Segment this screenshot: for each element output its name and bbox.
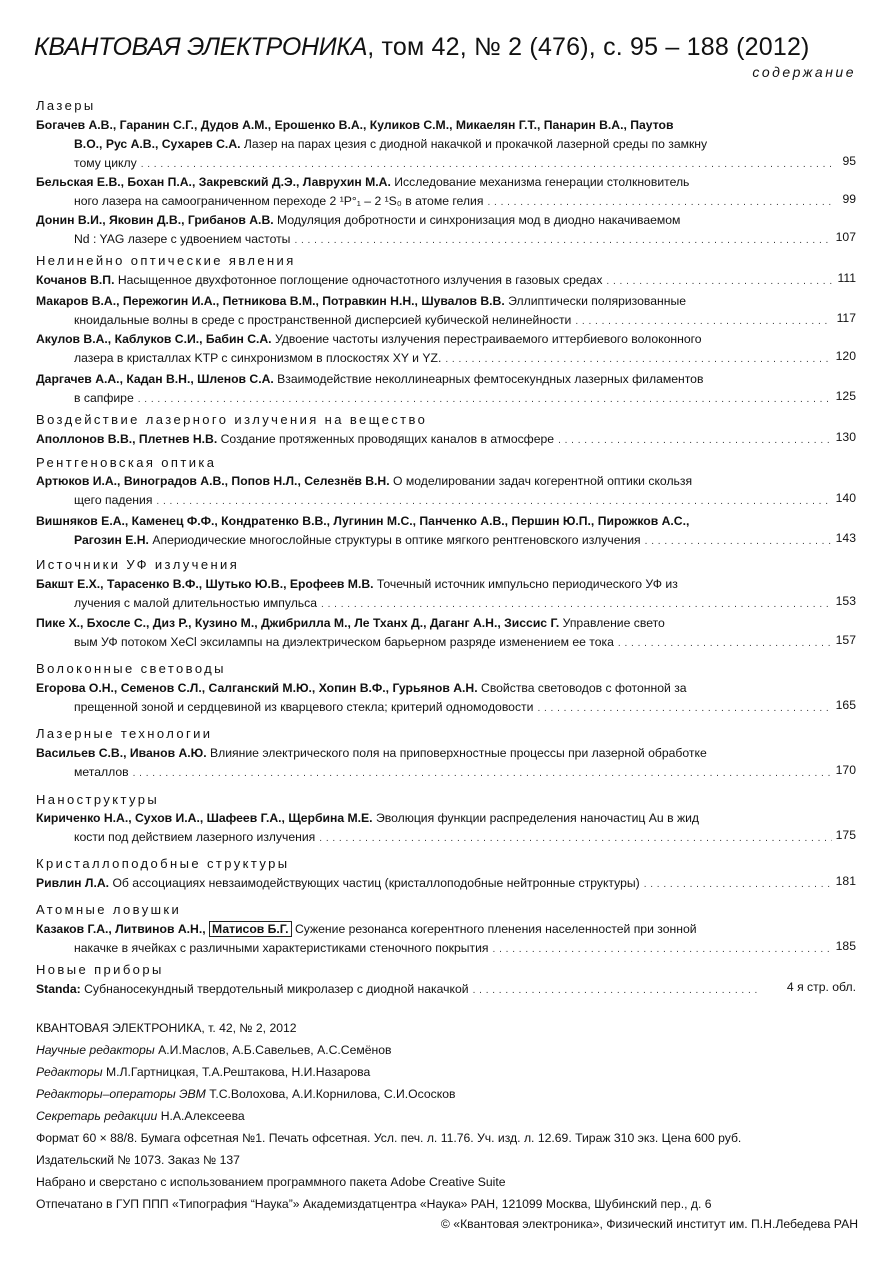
page-number: 95 [842, 154, 856, 168]
dot-leader [156, 491, 832, 511]
entry-title: Субнаносекундный твердотельный микролазер с диодной накачкой [84, 982, 469, 996]
entry-authors: Егорова О.Н., Семенов С.Л., Салганский М.Ю., Хопин В.Ф., Гурьянов А.Н. [36, 681, 478, 695]
entry-authors: Пике Х., Бхосле С., Диз Р., Кузино М., Джибрилла М., Ле Тханх Д., Даганг А.Н., Зиссис Г. [36, 616, 560, 630]
entry-title: вым УФ потоком XeCl эксилампы на диэлектрическом барьерном разряде изменением ее тока [74, 635, 614, 649]
imprint-editors [36, 1062, 370, 1083]
entry-authors: Артюков И.А., Виноградов А.В., Попов Н.Л., Селезнёв В.Н. [36, 474, 390, 488]
toc-entry[interactable] [36, 430, 836, 450]
entry-authors: Донин В.И., Яковин Д.В., Грибанов А.В. [36, 213, 274, 227]
imprint-secretary [36, 1106, 245, 1127]
imprint-label: Редакторы [36, 1065, 103, 1079]
dot-leader [141, 154, 832, 174]
page-number: 165 [835, 698, 856, 712]
toc-entry[interactable] [36, 980, 766, 1000]
imprint-label: Научные редакторы [36, 1043, 155, 1057]
dot-leader [319, 828, 832, 848]
toc-entry[interactable] [36, 874, 836, 894]
page-number: 107 [835, 230, 856, 244]
page-number: 143 [835, 531, 856, 545]
entry-title: лазера в кристаллах KTP с синхронизмом в плоскостях XY и YZ. [74, 351, 442, 365]
entry-authors: Богачев А.В., Гаранин С.Г., Дудов А.М., Ерошенко В.А., Куликов С.М., Микаелян Г.Т., Панарин В.А., Паутов [36, 118, 674, 132]
dot-leader [606, 271, 832, 291]
entry-author-boxed: Матисов Б.Г. [209, 921, 292, 937]
imprint-format: Формат 60 × 88/8. Бумага офсетная №1. Печать офсетная. Усл. печ. л. 11.76. Уч. изд. л. 12.69. Тираж 310 экз. Цена 600 руб. [36, 1131, 742, 1145]
section-heading: Нелинейно оптические явления [36, 253, 296, 268]
journal-name: КВАНТОВАЯ ЭЛЕКТРОНИКА [34, 33, 368, 61]
entry-authors: Макаров В.А., Пережогин И.А., Петникова В.М., Потравкин Н.Н., Шувалов В.В. [36, 294, 505, 308]
dot-leader [473, 980, 762, 1000]
section-heading: Волоконные световоды [36, 661, 226, 676]
entry-title: Удвоение частоты излучения перестраиваемого иттербиевого волоконного [274, 332, 702, 346]
entry-title: Эллиптически поляризованные [508, 294, 687, 308]
entry-title: кости под действием лазерного излучения [74, 830, 316, 844]
section-heading: Атомные ловушки [36, 902, 182, 917]
dot-leader [133, 763, 832, 783]
entry-authors: Казаков Г.А., Литвинов А.Н., [36, 922, 206, 936]
page-number: 120 [835, 349, 856, 363]
toc-entry[interactable] [36, 679, 836, 718]
toc-entry[interactable] [36, 292, 836, 331]
entry-authors: Даргачев А.А., Кадан В.Н., Шленов С.А. [36, 372, 274, 386]
section-heading: Рентгеновская оптика [36, 455, 217, 470]
journal-header [34, 33, 860, 61]
section-heading: Наноструктуры [36, 792, 160, 807]
section-heading: Воздействие лазерного излучения на вещество [36, 412, 428, 427]
entry-title: лучения с малой длительностью импульса [74, 596, 318, 610]
section-heading: Новые приборы [36, 962, 164, 977]
page-number: 4 я стр. обл. [786, 980, 856, 994]
entry-authors: Бельская Е.В., Бохан П.А., Закревский Д.Э., Лаврухин М.А. [36, 175, 391, 189]
entry-authors: Бакшт Е.Х., Тарасенко В.Ф., Шутько Ю.В., Ерофеев М.В. [36, 577, 374, 591]
entry-title: Свойства световодов с фотонной за [481, 681, 687, 695]
toc-entry[interactable] [36, 211, 836, 250]
entry-title: прещенной зоной и сердцевиной из кварцевого стекла; критерий одномодовости [74, 700, 534, 714]
dot-leader [294, 230, 832, 250]
dot-leader [321, 594, 832, 614]
imprint-printed: Отпечатано в ГУП ППП «Типография “Наука”» Академиздатцентра «Наука» РАН, 121099 Москва, Шубинский пер., д. 6 [36, 1197, 712, 1211]
toc-entry[interactable] [36, 575, 836, 614]
page-number: 157 [835, 633, 856, 647]
section-heading: Лазеры [36, 98, 96, 113]
entry-title: кноидальные волны в среде с пространственной дисперсией кубической нелинейности [74, 313, 572, 327]
entry-title: Модуляция добротности и синхронизация мод в диодно накачиваемом [277, 213, 681, 227]
entry-title: в сапфире [74, 391, 134, 405]
toc-entry[interactable] [36, 173, 836, 212]
toc-entry[interactable] [36, 330, 836, 369]
dot-leader [558, 430, 832, 450]
copyright: © «Квантовая электроника», Физический институт им. П.Н.Лебедева РАН [440, 1217, 858, 1231]
entry-authors: Ривлин Л.А. [36, 876, 110, 890]
entry-title: Создание протяженных проводящих каналов в атмосфере [220, 432, 555, 446]
entry-authors: Акулов В.А., Каблуков С.И., Бабин С.А. [36, 332, 272, 346]
entry-title: О моделировании задач когерентной оптики скользя [393, 474, 693, 488]
entry-title: Лазер на парах цезия с диодной накачкой и прокачкой лазерной среды по замкну [243, 137, 708, 151]
toc-entry[interactable] [36, 512, 836, 551]
toc-entry[interactable] [36, 370, 836, 409]
page-number: 153 [835, 594, 856, 608]
toc-entry[interactable] [36, 116, 836, 174]
toc-entry[interactable] [36, 271, 836, 291]
entry-title: Управление свето [562, 616, 665, 630]
entry-title: ного лазера на самоограниченном переходе 2 ¹P°₁ – 2 ¹S₀ в атоме гелия [74, 194, 484, 208]
imprint-operators [36, 1084, 455, 1105]
entry-authors: Кочанов В.П. [36, 273, 115, 287]
imprint-names: М.Л.Гартницкая, Т.А.Рештакова, Н.И.Назарова [105, 1065, 371, 1079]
page-number: 111 [837, 271, 856, 285]
entry-title: Об ассоциациях невзаимодействующих частиц (кристаллоподобные нейтронные структуры) [112, 876, 640, 890]
dot-leader [644, 874, 832, 894]
entry-title: щего падения [74, 493, 153, 507]
imprint-names: Н.А.Алексеева [160, 1109, 245, 1123]
page-number: 170 [835, 763, 856, 777]
page-number: 130 [835, 430, 856, 444]
entry-title: Апериодические многослойные структуры в оптике мягкого рентгеновского излучения [152, 533, 641, 547]
entry-title: Взаимодействие неколлинеарных фемтосекундных лазерных филаментов [277, 372, 704, 386]
entry-title: Исследование механизма генерации столкновитель [394, 175, 690, 189]
toc-entry[interactable] [36, 614, 836, 653]
entry-authors: В.О., Рус А.В., Сухарев С.А. [74, 137, 241, 151]
entry-title: металлов [74, 765, 129, 779]
entry-title: накачке в ячейках с различными характеристиками стеночного покрытия [74, 941, 489, 955]
imprint-names: А.И.Маслов, А.Б.Савельев, А.С.Семёнов [158, 1043, 392, 1057]
contents-label: содержание [752, 64, 856, 80]
entry-title: Nd : YAG лазере с удвоением частоты [74, 232, 291, 246]
entry-authors: Кириченко Н.А., Сухов И.А., Шафеев Г.А., Щербина М.Е. [36, 811, 373, 825]
entry-title: тому циклу [74, 156, 137, 170]
imprint-label: Редакторы–операторы ЭВМ [36, 1087, 206, 1101]
page-number: 125 [835, 389, 856, 403]
section-heading: Лазерные технологии [36, 726, 213, 741]
entry-title: Эволюция функции распределения наночастиц Au в жид [375, 811, 700, 825]
imprint-journal: КВАНТОВАЯ ЭЛЕКТРОНИКА, т. 42, № 2, 2012 [36, 1021, 297, 1035]
entry-authors: Рагозин Е.Н. [74, 533, 149, 547]
dot-leader [575, 311, 832, 331]
toc-entry[interactable] [36, 744, 836, 783]
section-heading: Кристаллоподобные структуры [36, 856, 290, 871]
dot-leader [537, 698, 832, 718]
entry-title: Сужение резонанса когерентного пленения населенностей при зонной [294, 922, 697, 936]
imprint-typeset: Набрано и сверстано с использованием программного пакета Adobe Creative Suite [36, 1175, 506, 1189]
dot-leader [493, 939, 832, 959]
page-number: 140 [835, 491, 856, 505]
toc-entry[interactable] [36, 472, 836, 511]
dot-leader [487, 192, 832, 212]
imprint-license: Издательский № 1073. Заказ № 137 [36, 1153, 240, 1167]
dot-leader [645, 531, 832, 551]
imprint-science-editors [36, 1040, 392, 1061]
entry-authors: Вишняков Е.А., Каменец Ф.Ф., Кондратенко В.В., Лугинин М.С., Панченко А.В., Першин Ю.П., Пирожков А.С., [36, 514, 690, 528]
page-number: 117 [836, 311, 856, 325]
dot-leader [445, 349, 832, 369]
entry-title: Влияние электрического поля на приповерхностные процессы при лазерной обработке [209, 746, 707, 760]
page-number: 175 [835, 828, 856, 842]
page-number: 185 [835, 939, 856, 953]
section-heading: Источники УФ излучения [36, 557, 240, 572]
entry-title: Насыщенное двухфотонное поглощение одночастотного излучения в газовых средах [117, 273, 603, 287]
issue-info: , том 42, № 2 (476), с. 95 – 188 (2012) [367, 33, 810, 61]
page-number: 99 [842, 192, 856, 206]
entry-authors: Standa: [36, 982, 81, 996]
toc-entry[interactable] [36, 920, 836, 959]
page-number: 181 [835, 874, 856, 888]
dot-leader [618, 633, 832, 653]
imprint-names: Т.С.Волохова, А.И.Корнилова, С.И.Ососков [209, 1087, 456, 1101]
entry-authors: Аполлонов В.В., Плетнев Н.В. [36, 432, 218, 446]
imprint-label: Секретарь редакции [36, 1109, 158, 1123]
toc-entry[interactable] [36, 809, 836, 848]
dot-leader [138, 389, 832, 409]
entry-title: Точечный источник импульсно периодического УФ из [376, 577, 678, 591]
entry-authors: Васильев С.В., Иванов А.Ю. [36, 746, 207, 760]
